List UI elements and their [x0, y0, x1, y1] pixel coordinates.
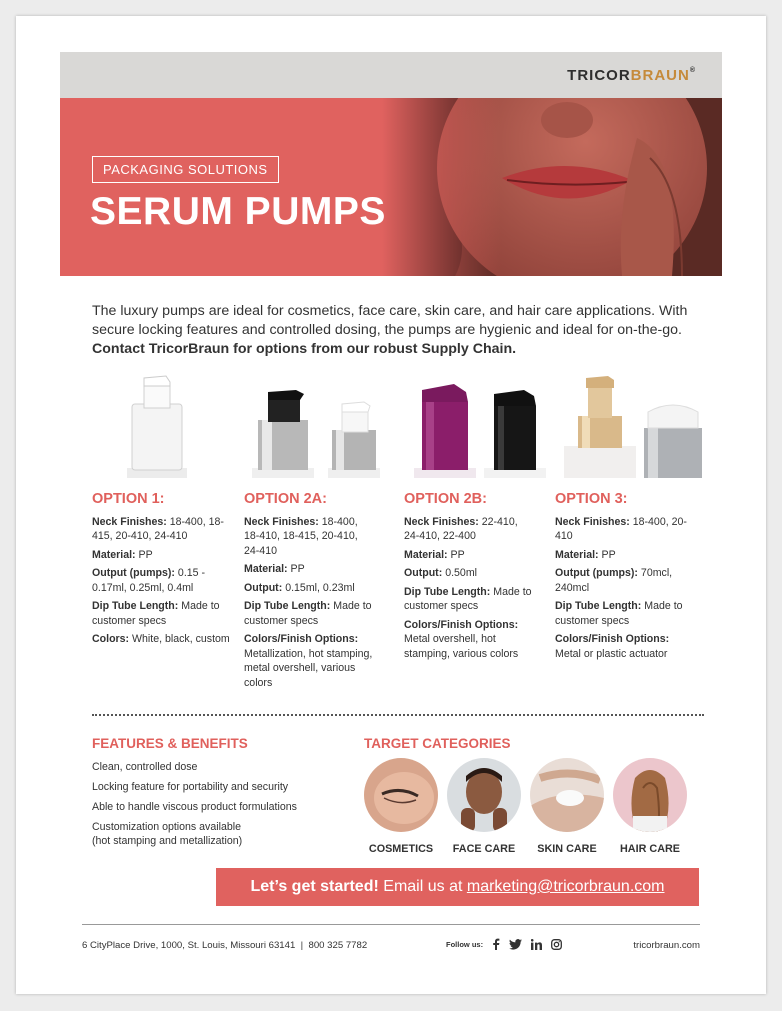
- feature-item: Able to handle viscous product formulations: [92, 801, 297, 813]
- packaging-solutions-tag: PACKAGING SOLUTIONS: [92, 156, 279, 183]
- option-3-silver-pump-image: [640, 398, 706, 478]
- category-skin-care: SKIN CARE: [527, 758, 607, 855]
- option-2b-purple-pump-image: [410, 382, 480, 478]
- dotted-divider: [92, 714, 704, 716]
- instagram-icon[interactable]: [551, 939, 562, 950]
- option-2b-title: OPTION 2B:: [404, 491, 487, 507]
- linkedin-icon[interactable]: [531, 939, 542, 950]
- option-2a-specs: OPTION 2A: Neck Finishes: 18-400, 18-410, 18-415, 20-410, 24-410 Material: PP Output: 0.15ml, 0.23ml Dip Tube Length: Made to customer specs Colors/Finish Options: Metallization, hot stamping, metal overshell, various colors: [244, 491, 373, 689]
- category-face-care: FACE CARE: [444, 758, 524, 855]
- option-3-title: OPTION 3:: [555, 491, 628, 507]
- follow-us-label: Follow us:: [446, 939, 484, 949]
- hair-care-image: [613, 758, 687, 832]
- features-title: FEATURES & BENEFITS: [92, 736, 248, 751]
- footer-phone[interactable]: 800 325 7782: [308, 940, 368, 951]
- feature-item: (hot stamping and metallization): [92, 835, 243, 847]
- option-2a-title: OPTION 2A:: [244, 491, 327, 507]
- twitter-icon[interactable]: [509, 939, 522, 950]
- facebook-icon[interactable]: [492, 938, 500, 950]
- category-cosmetics: COSMETICS: [361, 758, 441, 855]
- flyer-page: [16, 16, 766, 994]
- hero-banner: [60, 98, 722, 276]
- footer-contact: 6 CityPlace Drive, 1000, St. Louis, Missouri 63141 | 800 325 7782: [82, 940, 368, 951]
- features-list: [92, 760, 352, 854]
- option-1-pump-image: [122, 374, 192, 478]
- intro-paragraph: The luxury pumps are ideal for cosmetics, face care, skin care, and hair care applications. With secure locking features and controlled dosing, the pumps are hygienic and ideal for on-the-go. Contact TricorBraun for options from our robust Supply Chain.: [92, 303, 688, 357]
- tricorbraun-logo[interactable]: TRICORBRAUN®: [567, 67, 696, 84]
- option-3-specs: OPTION 3: Neck Finishes: 18-400, 20-410 Material: PP Output (pumps): 70mcl, 240mcl Dip Tube Length: Made to customer specs Colors/Finish Options: Metal or plastic actuator: [555, 492, 695, 665]
- top-bar: [60, 52, 722, 98]
- feature-item: Locking feature for portability and security: [92, 781, 289, 793]
- email-link[interactable]: marketing@tricorbraun.com: [466, 878, 665, 895]
- face-care-image: [447, 758, 521, 832]
- option-3-gold-pump-image: [562, 374, 638, 478]
- footer-divider: [82, 924, 700, 925]
- category-hair-care: HAIR CARE: [610, 758, 690, 855]
- option-2b-specs: OPTION 2B: Neck Finishes: 22-410, 24-410, 22-400 Material: PP Output: 0.50ml Dip Tube Length: Made to customer specs Colors/Finish Options: Metal overshell, hot stamping, various colors: [404, 492, 534, 665]
- option-1-specs: OPTION 1: Neck Finishes: 18-400, 18-415, 20-410, 24-410 Material: PP Output (pumps): 0.15 - 0.17ml, 0.25ml, 0.4ml Dip Tube Length: Made to customer specs Colors: White, black, custom: [92, 492, 242, 651]
- feature-item: Customization options available: [92, 821, 241, 833]
- woman-face-image: [382, 98, 722, 276]
- option-2a-black-pump-image: [248, 386, 318, 478]
- option-2a-silver-pump-image: [324, 400, 384, 478]
- skin-care-image: [530, 758, 604, 832]
- social-links: [446, 938, 562, 950]
- feature-item: Clean, controlled dose: [92, 761, 198, 773]
- option-2b-black-pump-image: [480, 384, 550, 478]
- page-title: SERUM PUMPS: [90, 190, 386, 233]
- product-images: [92, 374, 702, 494]
- target-categories-title: TARGET CATEGORIES: [364, 736, 511, 751]
- footer-website[interactable]: tricorbraun.com: [633, 940, 700, 951]
- cta-banner: Let’s get started! Email us at marketing@tricorbraun.com: [216, 868, 699, 906]
- option-1-title: OPTION 1:: [92, 491, 165, 507]
- cosmetics-image: [364, 758, 438, 832]
- footer-address: 6 CityPlace Drive, 1000, St. Louis, Missouri 63141: [82, 940, 296, 951]
